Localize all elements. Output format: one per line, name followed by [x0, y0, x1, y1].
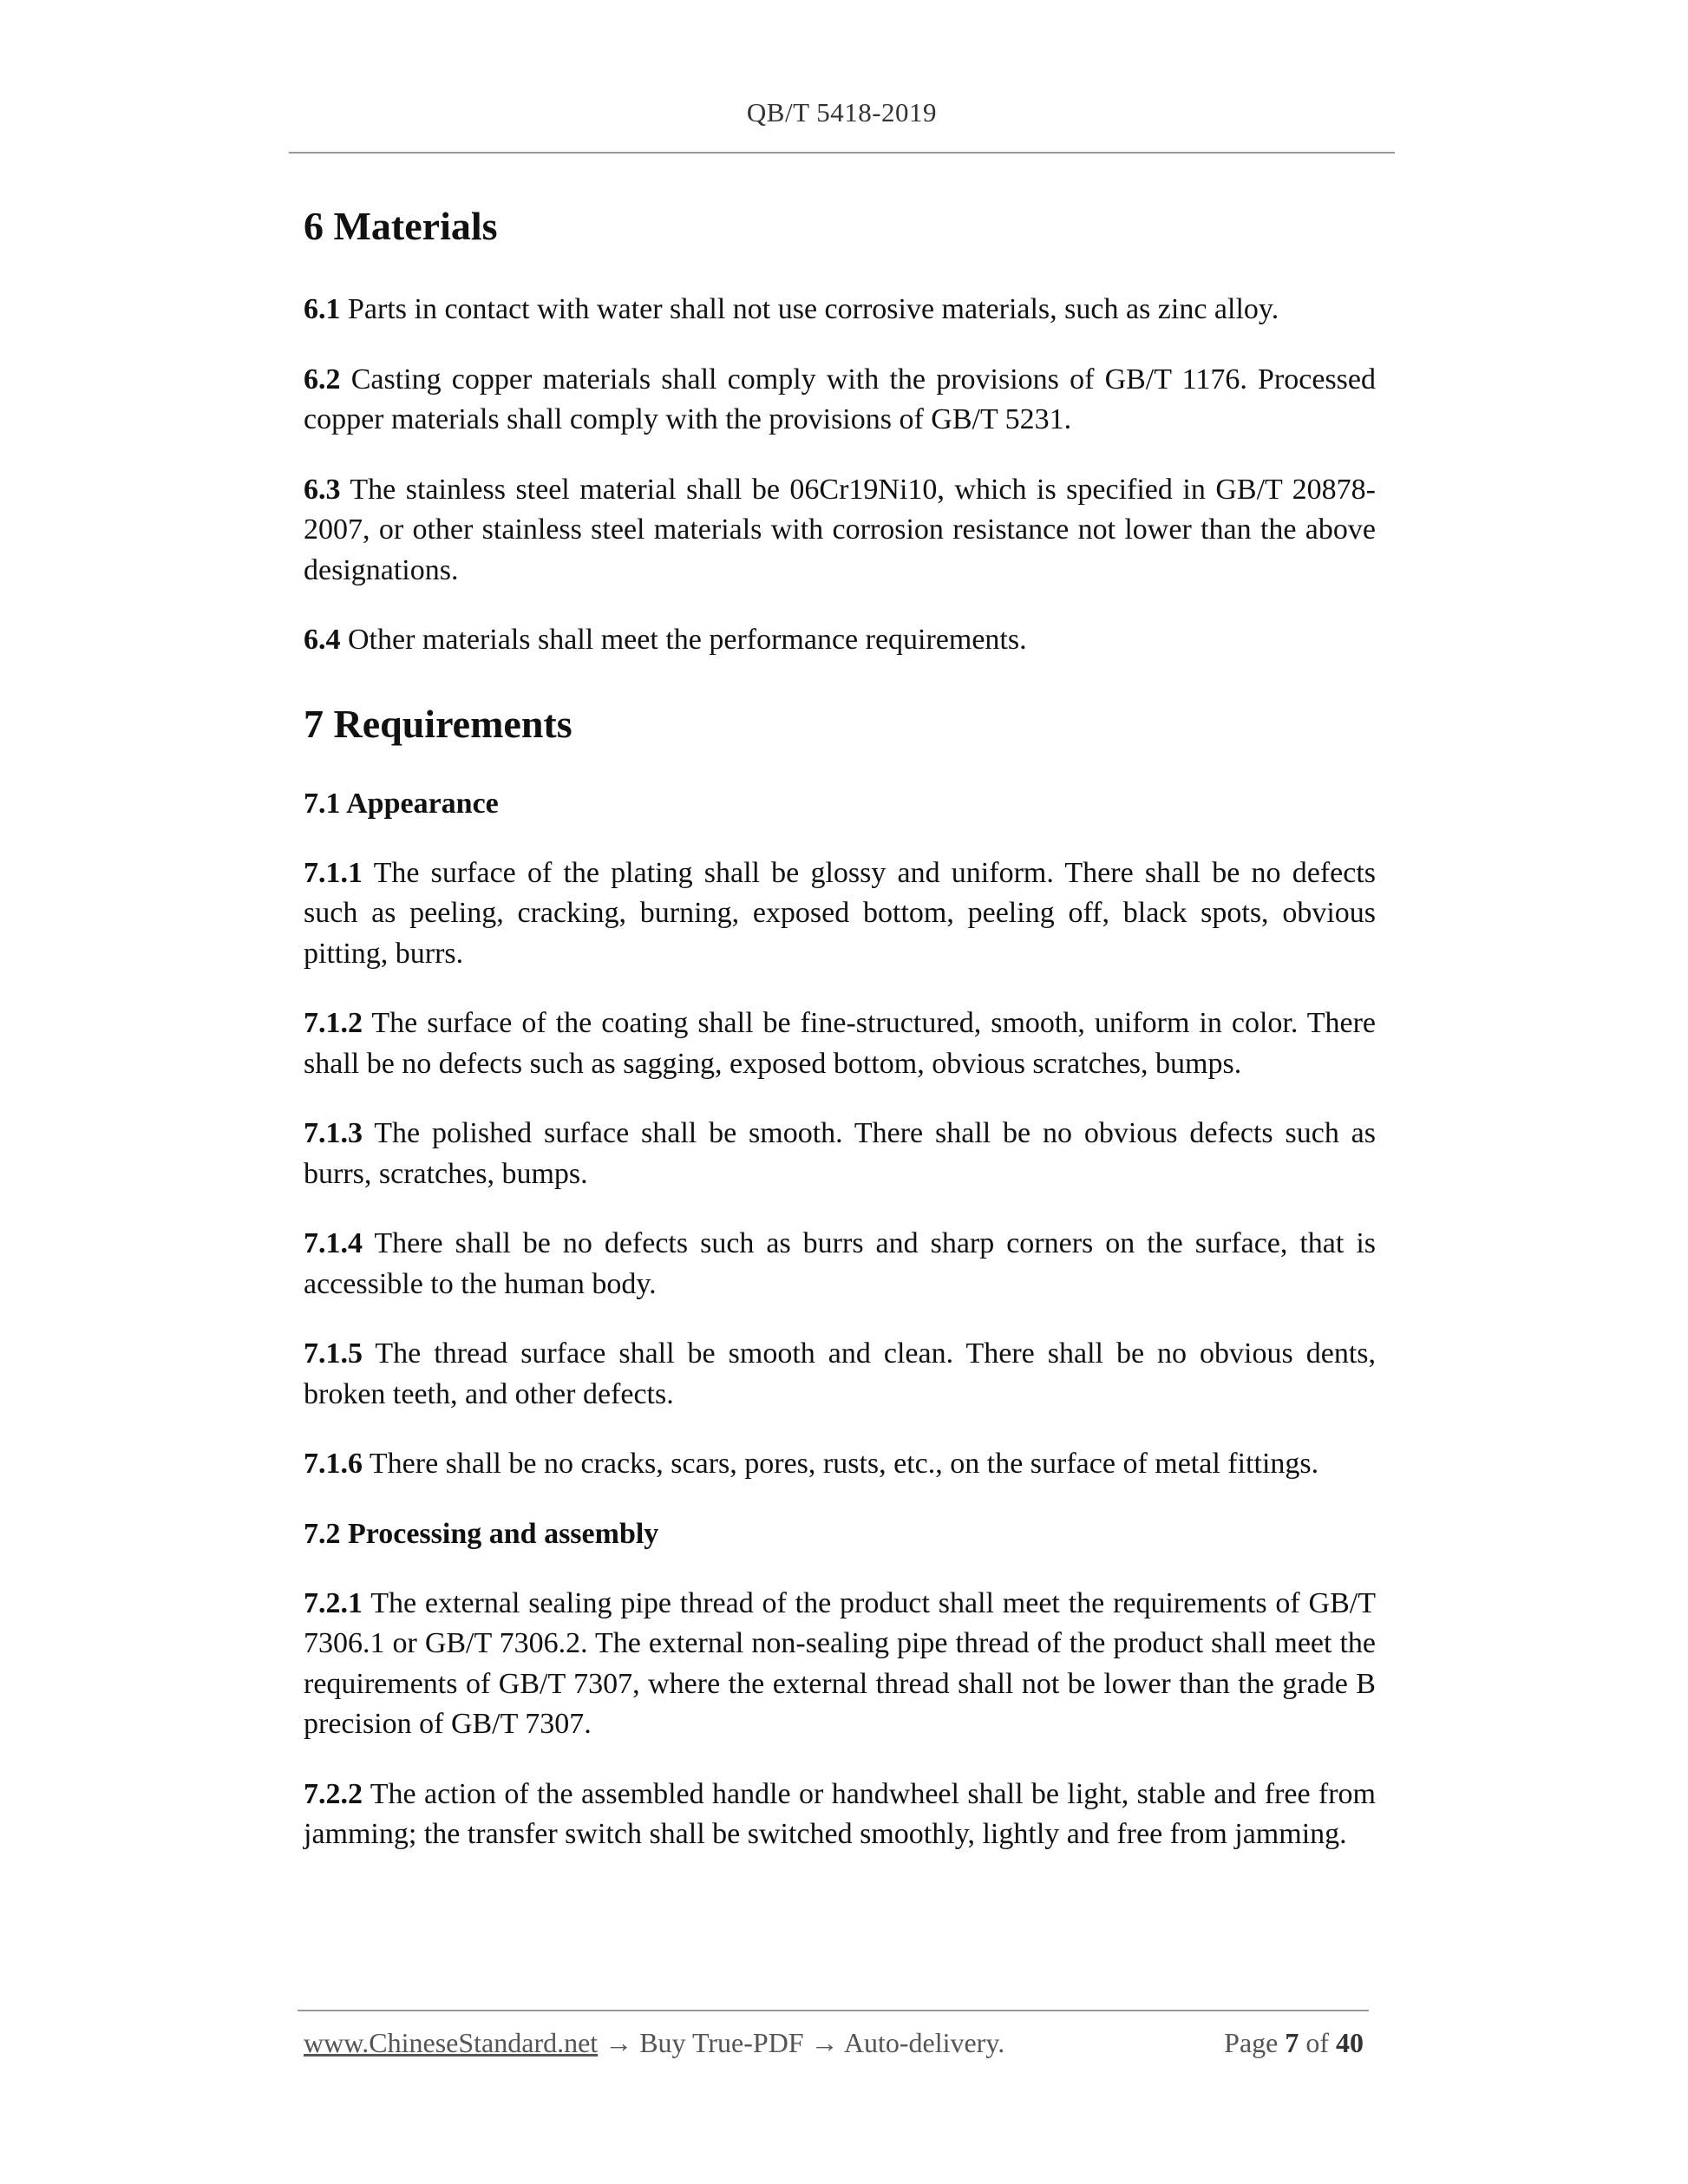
clause-text: Casting copper materials shall comply with the provisions of GB/T 1176. Processed copper materials shall comply with the provisions of GB/T 5231.: [304, 363, 1376, 435]
clause-text: There shall be no cracks, scars, pores, rusts, etc., on the surface of metal fittings.: [363, 1448, 1319, 1480]
arrow-icon: →: [810, 2027, 839, 2058]
document-body: [304, 198, 1376, 1855]
clause-text: The thread surface shall be smooth and clean. There shall be no obvious dents, broken teeth, and other defects.: [304, 1337, 1376, 1410]
buy-pdf-text: Buy True-PDF: [639, 2027, 804, 2058]
clause-number: 7.1.4: [304, 1227, 363, 1259]
section-heading: 6 Materials: [304, 204, 498, 248]
clause-paragraph: [304, 1444, 1376, 1485]
clause-text: The surface of the coating shall be fine-structured, smooth, uniform in color. There shall be no defects such as sagging, exposed bottom, obvious scratches, bumps.: [304, 1007, 1376, 1080]
clause-paragraph: [304, 1004, 1376, 1084]
clause-number: 6.1: [304, 293, 341, 325]
page-label: Page: [1224, 2027, 1279, 2058]
clause-paragraph: [304, 1584, 1376, 1745]
page-total: 40: [1336, 2027, 1364, 2058]
page-number: 7: [1285, 2027, 1299, 2058]
clause-text: The polished surface shall be smooth. There shall be no obvious defects such as burrs, scratches, bumps.: [304, 1117, 1376, 1190]
clause-paragraph: [304, 1114, 1376, 1194]
clause-paragraph: [304, 470, 1376, 592]
clause-paragraph: [304, 1775, 1376, 1855]
clause-paragraph: [304, 620, 1376, 661]
clause-paragraph: [304, 1224, 1376, 1305]
clause-number: 7.1.6: [304, 1448, 363, 1480]
clause-number: 7.1.1: [304, 856, 363, 889]
clause-paragraph: [304, 853, 1376, 975]
arrow-icon: →: [605, 2027, 633, 2058]
clause-text: Other materials shall meet the performance requirements.: [340, 624, 1027, 656]
clause-number: 7.1.3: [304, 1117, 363, 1149]
clause-number: 6.4: [304, 624, 341, 656]
clause-number: 7.2.2: [304, 1777, 363, 1810]
header-divider: [289, 152, 1395, 154]
clause-number: 7.2.1: [304, 1586, 363, 1619]
subsection-heading: 7.2 Processing and assembly: [304, 1517, 659, 1550]
section-heading: 7 Requirements: [304, 701, 572, 746]
clause-paragraph: [304, 1334, 1376, 1415]
clause-text: The stainless steel material shall be 06Cr19Ni10, which is specified in GB/T 20878-2007, or other stainless steel materials with corrosion resistance not lower than the above designations.: [304, 473, 1376, 586]
subsection-heading: 7.1 Appearance: [304, 787, 499, 820]
footer-links: [304, 2027, 1004, 2059]
clause-number: 6.3: [304, 473, 341, 506]
footer-divider: [298, 2010, 1369, 2011]
clause-paragraph: [304, 360, 1376, 441]
site-link[interactable]: www.ChineseStandard.net: [304, 2027, 599, 2058]
clause-number: 7.1.2: [304, 1007, 363, 1039]
clause-number: 7.1.5: [304, 1337, 363, 1370]
clause-paragraph: [304, 290, 1376, 330]
auto-delivery-text: Auto-delivery.: [843, 2027, 1005, 2058]
clause-text: The external sealing pipe thread of the product shall meet the requirements of GB/T 7306.1 or GB/T 7306.2. The external non-sealing pipe thread of the product shall meet the requirements of GB/T 7307, where the external thread shall not be lower than the grade B precision of GB/T 7307.: [304, 1586, 1376, 1740]
clause-text: There shall be no defects such as burrs and sharp corners on the surface, that is accessible to the human body.: [304, 1227, 1376, 1300]
page-header: QB/T 5418-2019: [746, 97, 938, 128]
clause-text: Parts in contact with water shall not use corrosive materials, such as zinc alloy.: [340, 293, 1279, 325]
of-label: of: [1305, 2027, 1329, 2058]
clause-text: The action of the assembled handle or handwheel shall be light, stable and free from jamming; the transfer switch shall be switched smoothly, lightly and free from jamming.: [304, 1777, 1376, 1850]
page-indicator: [1224, 2027, 1364, 2059]
clause-number: 6.2: [304, 363, 341, 396]
clause-text: The surface of the plating shall be glossy and uniform. There shall be no defects such as peeling, cracking, burning, exposed bottom, peeling off, black spots, obvious pitting, burrs.: [304, 856, 1376, 970]
